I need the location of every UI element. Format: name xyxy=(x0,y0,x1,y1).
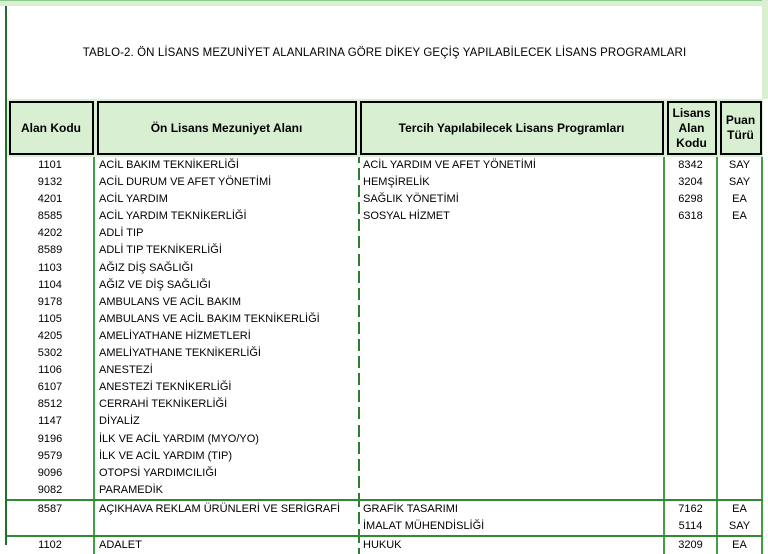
cell-lisans-programi xyxy=(358,225,665,242)
cell-lisans-alan-kodu: 3209 xyxy=(665,537,718,554)
cell-alan-kodu: 1105 xyxy=(7,311,95,328)
title-area xyxy=(7,6,762,99)
cell-puan-turu: EA xyxy=(718,537,763,554)
cell-puan-turu: EA xyxy=(718,191,763,208)
header-lisans-alan-kodu: Lisans Alan Kodu xyxy=(667,101,717,155)
cell-puan-turu xyxy=(718,328,763,345)
cell-mezuniyet-alani xyxy=(95,518,358,535)
cell-alan-kodu: 4201 xyxy=(7,191,95,208)
cell-mezuniyet-alani: AMBULANS VE ACİL BAKIM TEKNİKERLİĞİ xyxy=(99,312,320,325)
cell-puan-turu xyxy=(718,225,763,242)
cell-lisans-alan-kodu xyxy=(665,225,718,242)
cell-alan-kodu: 1102 xyxy=(7,537,95,554)
header-alan-kodu: Alan Kodu xyxy=(9,101,94,155)
cell-lisans-alan-kodu: 3204 xyxy=(665,174,718,191)
table-title: TABLO-2. ÖN LİSANS MEZUNİYET ALANLARINA GÖRE DİKEY GEÇİŞ YAPILABİLECEK LİSANS PROGRAMLARI xyxy=(82,46,687,59)
cell-puan-turu xyxy=(718,311,763,328)
page-right-green-strip xyxy=(762,0,768,99)
cell-alan-kodu: 8587 xyxy=(7,501,95,518)
cell-mezuniyet-alani: AĞIZ DİŞ SAĞLIĞI xyxy=(99,261,194,274)
cell-lisans-programi xyxy=(358,311,665,328)
table-body xyxy=(7,157,763,554)
cell-lisans-programi xyxy=(358,294,665,311)
cell-mezuniyet-alani: AÇIKHAVA REKLAM ÜRÜNLERİ VE SERİGRAFİ xyxy=(99,502,341,515)
cell-alan-kodu: 1106 xyxy=(7,362,95,379)
cell-alan-kodu: 1103 xyxy=(7,260,95,277)
cell-lisans-programi: İMALAT MÜHENDİSLİĞİ xyxy=(358,518,665,535)
cell-lisans-alan-kodu: 7162 xyxy=(665,501,718,518)
cell-lisans-alan-kodu xyxy=(665,413,718,430)
cell-alan-kodu: 1101 xyxy=(7,157,95,174)
cell-lisans-programi xyxy=(358,448,665,465)
cell-puan-turu xyxy=(718,482,763,499)
cell-mezuniyet-alani: ADLİ TIP TEKNİKERLİĞİ xyxy=(99,244,222,257)
cell-alan-kodu: 9082 xyxy=(7,482,95,499)
cell-alan-kodu: 1147 xyxy=(7,413,95,430)
cell-mezuniyet-alani: AMBULANS VE ACİL BAKIM xyxy=(99,295,242,308)
cell-lisans-programi: HEMŞİRELİK xyxy=(358,174,665,191)
cell-lisans-alan-kodu xyxy=(665,362,718,379)
cell-lisans-programi xyxy=(358,328,665,345)
cell-puan-turu xyxy=(718,277,763,294)
cell-lisans-alan-kodu xyxy=(665,431,718,448)
header-puan-turu: Puan Türü xyxy=(720,101,762,155)
cell-lisans-alan-kodu xyxy=(665,396,718,413)
cell-lisans-programi: SAĞLIK YÖNETİMİ xyxy=(358,191,665,208)
cell-mezuniyet-alani: İLK VE ACİL YARDIM (MYO/YO) xyxy=(99,432,259,445)
cell-mezuniyet-alani: AMELİYATHANE TEKNİKERLİĞİ xyxy=(99,347,261,360)
table-group xyxy=(7,499,763,535)
cell-lisans-alan-kodu: 6298 xyxy=(665,191,718,208)
cell-mezuniyet-alani: OTOPSİ YARDIMCILIĞI xyxy=(99,466,217,479)
cell-lisans-alan-kodu xyxy=(665,294,718,311)
cell-mezuniyet-alani: PARAMEDİK xyxy=(99,483,163,496)
cell-lisans-programi xyxy=(358,242,665,259)
cell-alan-kodu: 9096 xyxy=(7,465,95,482)
cell-lisans-alan-kodu xyxy=(665,311,718,328)
cell-alan-kodu xyxy=(7,518,95,535)
cell-alan-kodu: 6107 xyxy=(7,379,95,396)
cell-alan-kodu: 5302 xyxy=(7,345,95,362)
cell-mezuniyet-alani: AMELİYATHANE HİZMETLERİ xyxy=(99,329,251,342)
cell-alan-kodu: 9132 xyxy=(7,174,95,191)
cell-lisans-programi xyxy=(358,413,665,430)
cell-puan-turu: SAY xyxy=(718,518,763,535)
cell-lisans-alan-kodu xyxy=(665,260,718,277)
cell-mezuniyet-alani: ANESTEZİ xyxy=(99,364,153,377)
cell-mezuniyet-alani: ADALET xyxy=(99,539,142,552)
cell-lisans-alan-kodu xyxy=(665,277,718,294)
cell-lisans-programi xyxy=(358,396,665,413)
cell-alan-kodu: 8512 xyxy=(7,396,95,413)
cell-puan-turu: SAY xyxy=(718,157,763,174)
cell-lisans-alan-kodu xyxy=(665,465,718,482)
cell-alan-kodu: 8589 xyxy=(7,242,95,259)
cell-lisans-programi xyxy=(358,345,665,362)
cell-lisans-programi xyxy=(358,431,665,448)
cell-lisans-alan-kodu: 5114 xyxy=(665,518,718,535)
cell-mezuniyet-alani: ACİL YARDIM TEKNİKERLİĞİ xyxy=(99,210,247,223)
cell-mezuniyet-alani: ACİL BAKIM TEKNİKERLİĞİ xyxy=(99,159,239,171)
cell-lisans-programi xyxy=(358,260,665,277)
cell-puan-turu xyxy=(718,242,763,259)
cell-puan-turu xyxy=(718,413,763,430)
cell-puan-turu xyxy=(718,448,763,465)
cell-mezuniyet-alani: DİYALİZ xyxy=(99,415,140,428)
cell-lisans-alan-kodu xyxy=(665,482,718,499)
cell-lisans-alan-kodu xyxy=(665,448,718,465)
cell-lisans-alan-kodu xyxy=(665,379,718,396)
cell-puan-turu xyxy=(718,362,763,379)
cell-mezuniyet-alani: ADLİ TIP xyxy=(99,227,144,240)
cell-alan-kodu: 9178 xyxy=(7,294,95,311)
cell-puan-turu: EA xyxy=(718,501,763,518)
cell-lisans-programi: HUKUK xyxy=(358,537,665,554)
cell-lisans-programi xyxy=(358,362,665,379)
cell-lisans-programi xyxy=(358,379,665,396)
cell-puan-turu xyxy=(718,396,763,413)
cell-mezuniyet-alani: CERRAHİ TEKNİKERLİĞİ xyxy=(99,398,228,411)
cell-mezuniyet-alani: ACİL DURUM VE AFET YÖNETİMİ xyxy=(99,176,272,189)
cell-mezuniyet-alani: ANESTEZİ TEKNİKERLİĞİ xyxy=(99,381,232,394)
cell-puan-turu: EA xyxy=(718,208,763,225)
cell-puan-turu xyxy=(718,431,763,448)
cell-lisans-alan-kodu xyxy=(665,345,718,362)
cell-puan-turu: SAY xyxy=(718,174,763,191)
cell-alan-kodu: 4202 xyxy=(7,225,95,242)
cell-alan-kodu: 1104 xyxy=(7,277,95,294)
header-on-lisans-alani: Ön Lisans Mezuniyet Alanı xyxy=(97,101,357,155)
cell-lisans-programi xyxy=(358,465,665,482)
table-header-row xyxy=(7,99,763,157)
table-group xyxy=(7,157,763,499)
cell-lisans-programi xyxy=(358,482,665,499)
cell-lisans-programi: SOSYAL HİZMET xyxy=(358,208,665,225)
cell-lisans-alan-kodu xyxy=(665,328,718,345)
cell-lisans-alan-kodu: 8342 xyxy=(665,157,718,174)
cell-alan-kodu: 9196 xyxy=(7,431,95,448)
cell-puan-turu xyxy=(718,260,763,277)
header-tercih-programlari: Tercih Yapılabilecek Lisans Programları xyxy=(360,101,664,155)
cell-puan-turu xyxy=(718,294,763,311)
table xyxy=(7,99,763,554)
cell-lisans-alan-kodu: 6318 xyxy=(665,208,718,225)
cell-alan-kodu: 4205 xyxy=(7,328,95,345)
cell-mezuniyet-alani: İLK VE ACİL YARDIM (TIP) xyxy=(99,449,233,462)
cell-lisans-alan-kodu xyxy=(665,242,718,259)
cell-lisans-programi xyxy=(358,277,665,294)
cell-alan-kodu: 9579 xyxy=(7,448,95,465)
cell-puan-turu xyxy=(718,345,763,362)
cell-puan-turu xyxy=(718,465,763,482)
cell-alan-kodu: 8585 xyxy=(7,208,95,225)
cell-mezuniyet-alani: AĞIZ VE DİŞ SAĞLIĞI xyxy=(99,278,211,291)
cell-lisans-programi: ACİL YARDIM VE AFET YÖNETİMİ xyxy=(358,157,665,174)
cell-lisans-programi: GRAFİK TASARIMI xyxy=(358,501,665,518)
cell-mezuniyet-alani: ACİL YARDIM xyxy=(99,193,168,206)
cell-puan-turu xyxy=(718,379,763,396)
